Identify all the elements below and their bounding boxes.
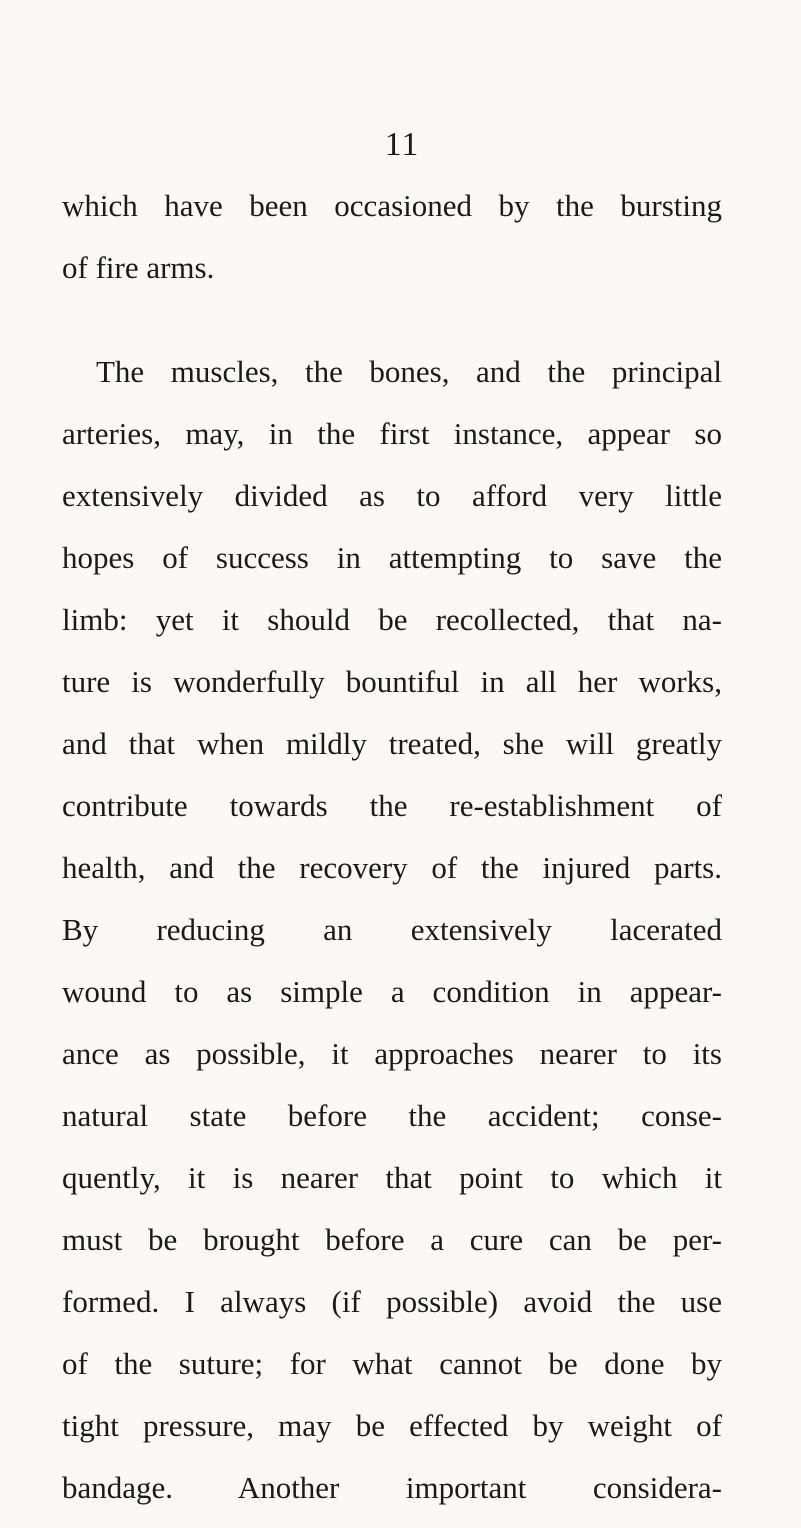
text-line: health, and the recovery of the injured parts. bbox=[62, 850, 722, 885]
paragraph-2 bbox=[62, 350, 722, 1528]
text-line: limb: yet it should be recollected, that na- bbox=[62, 602, 722, 637]
text-line: must be brought before a cure can be per- bbox=[62, 1222, 722, 1257]
text-line: By reducing an extensively lacerated bbox=[62, 912, 722, 947]
text-line: ance as possible, it approaches nearer to its bbox=[62, 1036, 722, 1071]
text-line: The muscles, the bones, and the principal bbox=[96, 354, 722, 389]
paragraph-1 bbox=[62, 184, 722, 308]
text-line: quently, it is nearer that point to which it bbox=[62, 1160, 722, 1195]
text-line: natural state before the accident; conse- bbox=[62, 1098, 722, 1133]
text-line: contribute towards the re-establishment of bbox=[62, 788, 722, 823]
text-line: of fire arms. bbox=[62, 250, 215, 285]
text-line: ture is wonderfully bountiful in all her works, bbox=[62, 664, 722, 699]
text-line: and that when mildly treated, she will greatly bbox=[62, 726, 722, 761]
text-line: of the suture; for what cannot be done by bbox=[62, 1346, 722, 1381]
text-line: wound to as simple a condition in appear- bbox=[62, 974, 722, 1009]
text-line: formed. I always (if possible) avoid the use bbox=[62, 1284, 722, 1319]
text-line: bandage. Another important considera- bbox=[62, 1470, 722, 1505]
text-line: tight pressure, may be effected by weight of bbox=[62, 1408, 722, 1443]
text-line: extensively divided as to afford very little bbox=[62, 478, 722, 513]
page-number: 11 bbox=[384, 126, 420, 163]
text-line: hopes of success in attempting to save the bbox=[62, 540, 722, 575]
text-line: arteries, may, in the first instance, appear so bbox=[62, 416, 722, 451]
text-line: which have been occasioned by the bursting bbox=[62, 188, 722, 223]
